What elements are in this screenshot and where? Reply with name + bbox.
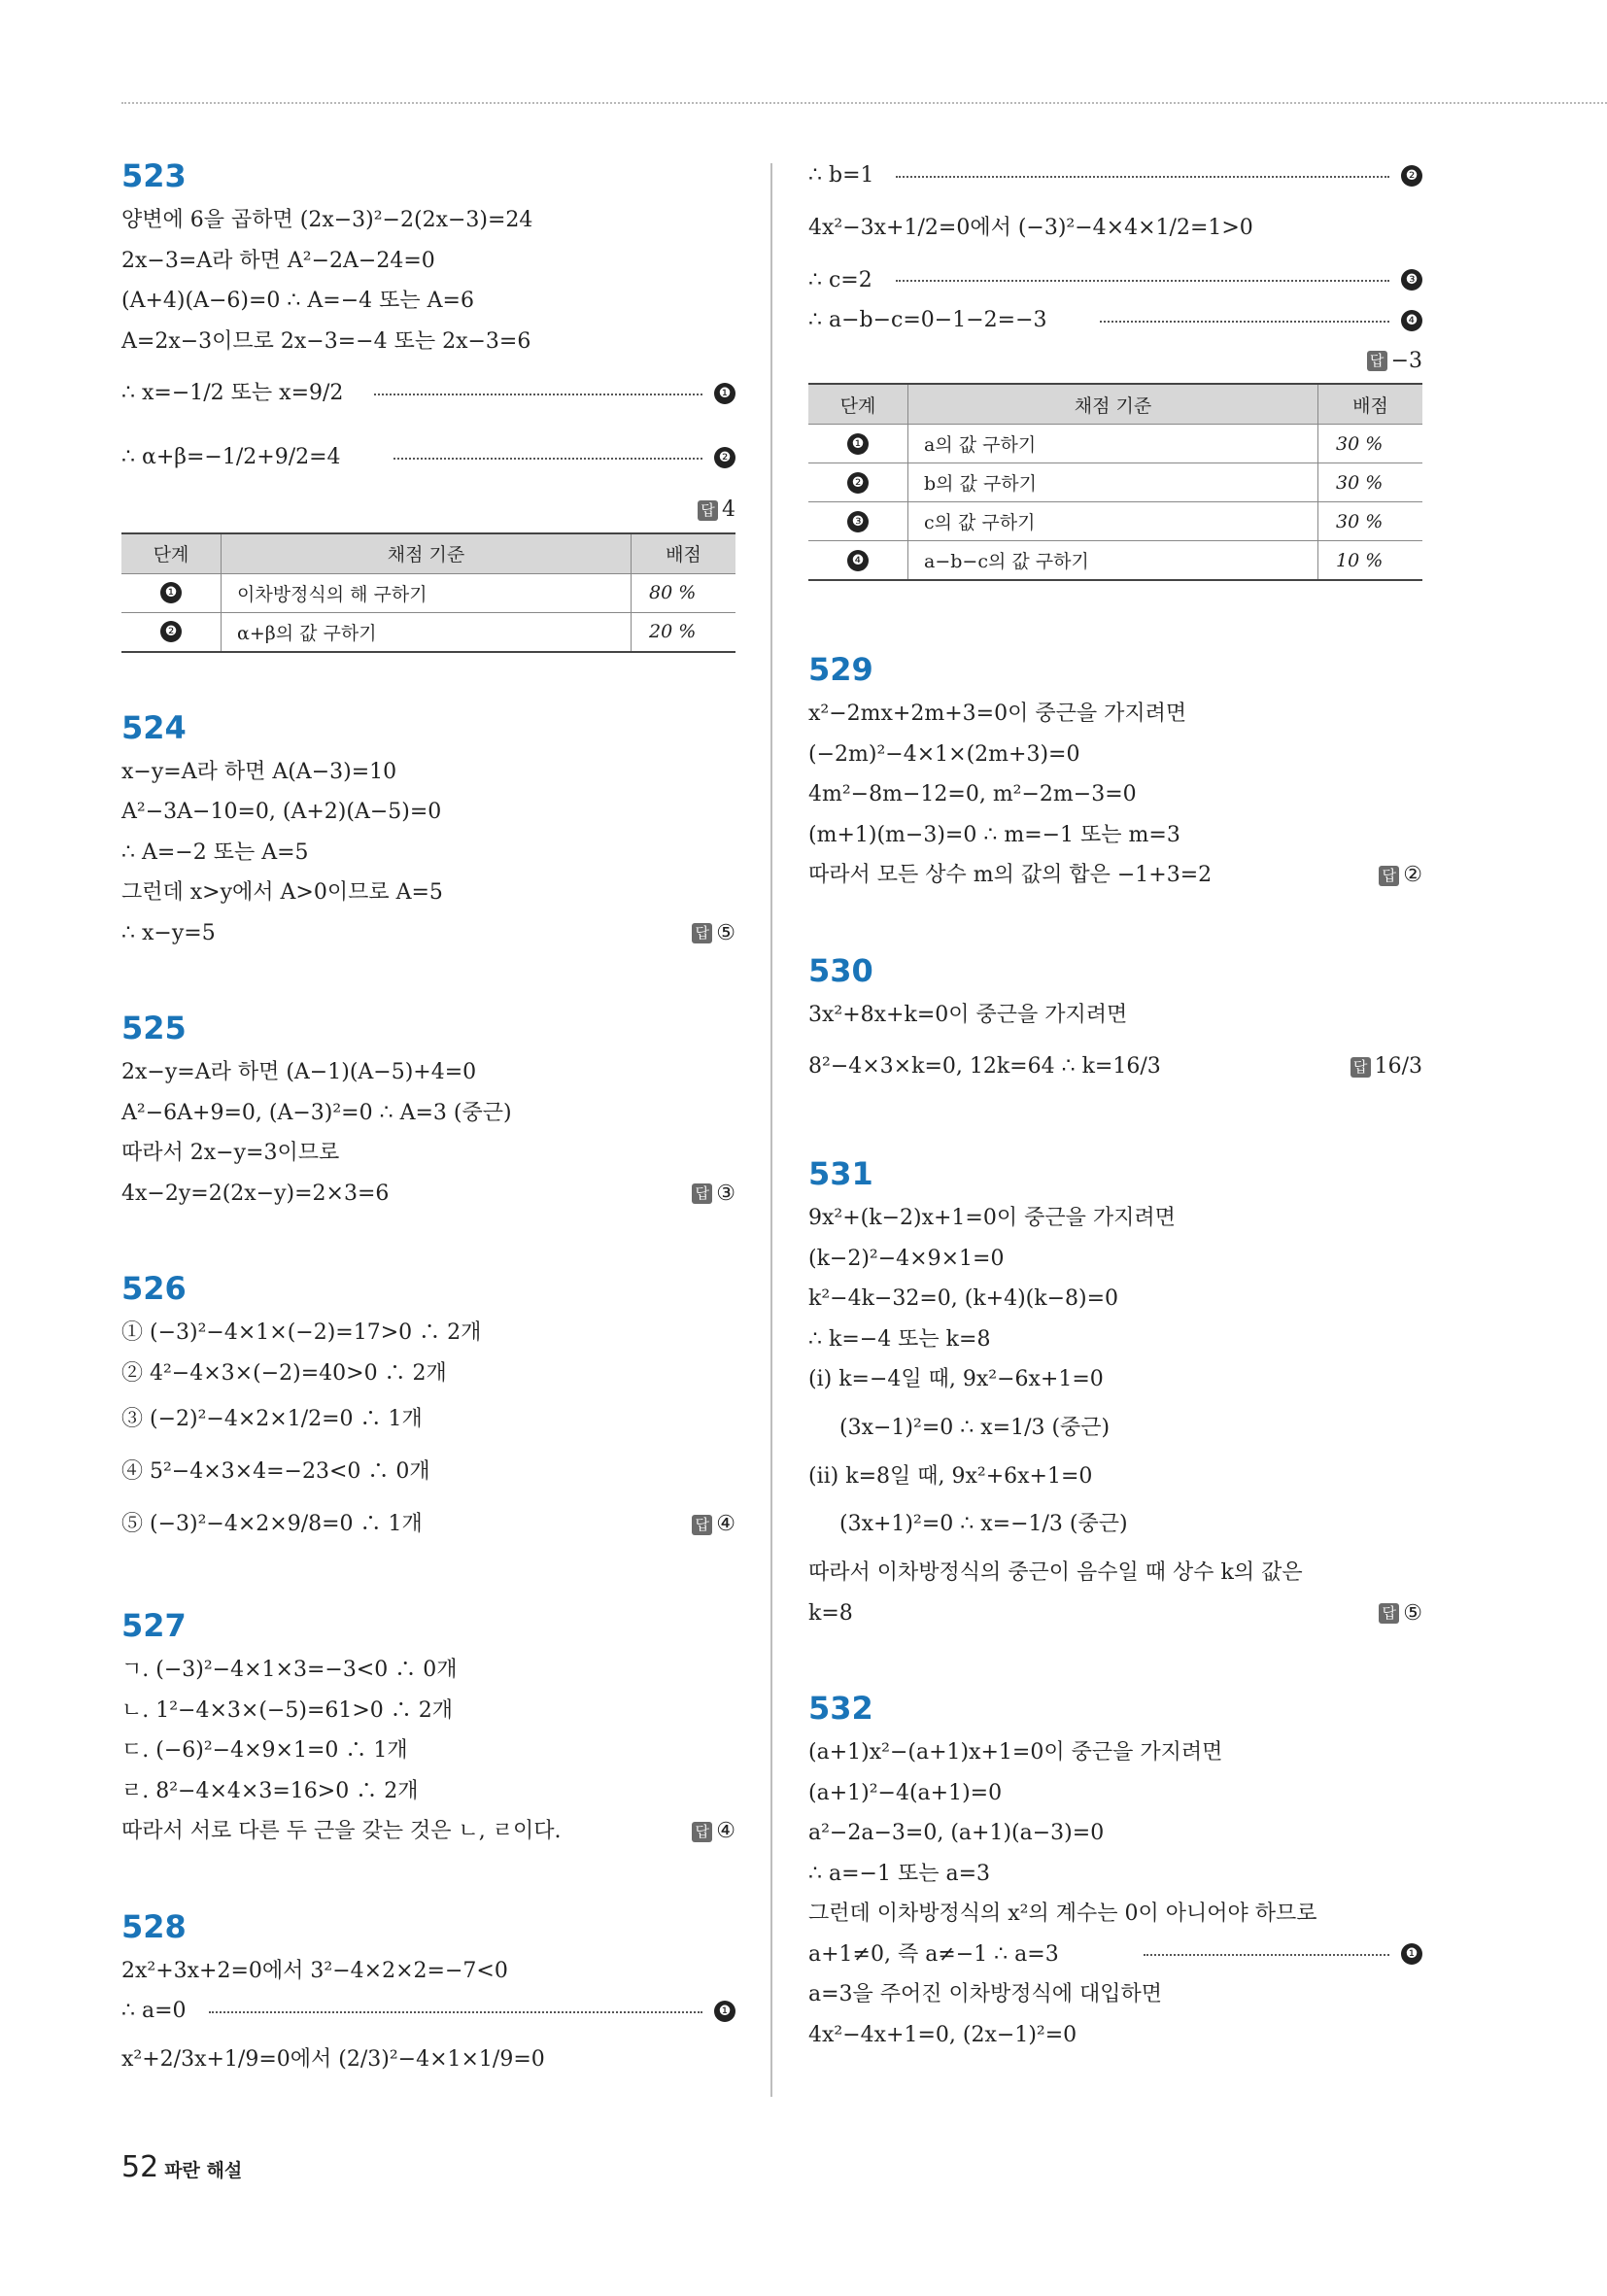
solution-line: (a+1)x²−(a+1)x+1=0이 중근을 가지려면 [808,1740,1223,1765]
problem-531 [808,1153,1422,1633]
problem-number: 528 [121,1907,187,1945]
solution-line: ∴ a=−1 또는 a=3 [808,1861,991,1886]
solution-line: 따라서 이차방정식의 중근이 음수일 때 상수 k의 값은 [808,1560,1303,1585]
answer-value: ⑤ [716,920,735,945]
solution-line-step [121,426,735,490]
solution-line: (3x+1)²=0 ∴ x=−1/3 (중근) [839,1512,1128,1536]
answer-badge: 답 [1379,866,1399,886]
solution-line: 그런데 이차방정식의 x²의 계수는 0이 아니어야 하므로 [808,1902,1317,1926]
answer [692,1811,735,1852]
solution-line: ② 4²−4×3×(−2)=40>0 ∴ 2개 [121,1360,447,1386]
solution-line: 4x²−4x+1=0, (2x−1)²=0 [808,2022,1077,2047]
solution-text: ∴ α+β=−1/2+9/2=4 [121,445,341,469]
problem-527 [121,1605,735,1852]
step-marker: ❸ [847,511,869,532]
solution-line-step [121,361,735,426]
solution-line-step [121,1991,735,2032]
solution-line: a=3을 주어진 이차방정식에 대입하면 [808,1982,1163,2006]
solution-text: ∴ a=0 [121,1999,187,2023]
solution-line: (ⅱ) k=8일 때, 9x²+6x+1=0 [808,1463,1093,1489]
criterion-cell: a의 값 구하기 [908,425,1318,463]
step-marker: ❹ [847,550,869,571]
step-marker: ❶ [160,582,182,603]
answer [692,1498,735,1551]
leader-dots [1100,321,1389,323]
solution-text: ∴ b=1 [808,163,874,188]
solution-line [121,913,735,954]
step-marker: ❸ [1401,269,1422,291]
solution-line [121,1174,735,1215]
solution-line: x²+2/3x+1/9=0에서 (2/3)²−4×1×1/9=0 [121,2046,545,2072]
page-footer [121,2150,242,2184]
solution-line-step [808,260,1422,301]
col-header: 채점 기준 [222,533,632,574]
spacer [121,953,735,1008]
solution-line: 2x²+3x+2=0에서 3²−4×2×2=−7<0 [121,1958,508,1983]
criterion-cell: a−b−c의 값 구하기 [908,541,1318,581]
solution-text: a+1≠0, 즉 a≠−1 ∴ a=3 [808,1941,1059,1967]
solution-line: ㄷ. (−6)²−4×9×1=0 ∴ 1개 [121,1738,408,1763]
answer-value: −3 [1390,348,1422,373]
spacer [121,1214,735,1268]
problem-528-part2 [808,155,1422,581]
right-column [808,155,1422,2055]
step-cell [121,612,222,652]
answer-line [121,490,735,531]
problem-528-part1 [121,1906,735,2088]
col-header: 배점 [1318,384,1423,425]
answer-line [808,341,1422,382]
solution-text: ⑤ (−3)²−4×2×9/8=0 ∴ 1개 [121,1512,423,1536]
leader-dots [1144,1954,1389,1956]
scoring-table-528 [808,383,1422,581]
answer-badge: 답 [1351,1057,1371,1078]
problem-530 [808,950,1422,1100]
col-header: 단계 [121,533,222,574]
problem-number: 529 [808,651,873,688]
solution-text: ∴ c=2 [808,267,872,292]
problem-524 [121,707,735,954]
answer-badge: 답 [1379,1603,1399,1624]
solution-text: 따라서 모든 상수 m의 값의 합은 −1+3=2 [808,863,1213,887]
step-marker: ❶ [714,383,735,404]
table-row [808,463,1422,502]
problem-523 [121,155,735,653]
answer [692,913,735,954]
answer-value: 16/3 [1374,1054,1422,1079]
answer-badge: 답 [692,1822,712,1842]
spacer [808,1633,1422,1688]
solution-line: 4x²−3x+1/2=0에서 (−3)²−4×4×1/2=1>0 [808,215,1253,240]
leader-dots [393,458,702,460]
answer-badge: 답 [692,1183,712,1204]
column-divider [770,163,772,2097]
solution-line: 2x−3=A라 하면 A²−2A−24=0 [121,248,435,273]
answer-value: ② [1403,863,1422,887]
footer-label: 파란 해설 [164,2160,243,2181]
leader-dots [896,176,1389,178]
answer-value: ④ [716,1512,735,1536]
spacer [121,653,735,707]
spacer [808,1099,1422,1153]
problem-number: 523 [121,157,187,194]
answer-badge: 답 [692,923,712,943]
solution-line: 그런데 x>y에서 A>0이므로 A=5 [121,880,443,905]
solution-line: 양변에 6을 곱하면 (2x−3)²−2(2x−3)=24 [121,208,533,232]
solution-line: A²−6A+9=0, (A−3)²=0 ∴ A=3 (중근) [121,1100,512,1125]
solution-line: (ⅰ) k=−4일 때, 9x²−6x+1=0 [808,1367,1104,1391]
solution-line: k²−4k−32=0, (k+4)(k−8)=0 [808,1286,1119,1311]
step-marker: ❹ [1401,310,1422,331]
solution-line-step [808,1935,1422,1975]
answer [1379,1593,1422,1634]
solution-line: A=2x−3이므로 2x−3=−4 또는 2x−3=6 [121,328,531,354]
solution-line: A²−3A−10=0, (A+2)(A−5)=0 [121,800,442,824]
step-marker: ❶ [847,433,869,455]
solution-line: (3x−1)²=0 ∴ x=1/3 (중근) [839,1415,1111,1440]
top-dotted-rule [121,102,1607,104]
answer-value: ④ [716,1819,735,1843]
criterion-cell: c의 값 구하기 [908,502,1318,541]
leader-dots [374,394,702,395]
solution-line: ③ (−2)²−4×2×1/2=0 ∴ 1개 [121,1407,423,1431]
table-row [808,425,1422,463]
col-header: 단계 [808,384,908,425]
solution-line [121,1498,735,1551]
solution-line: a²−2a−3=0, (a+1)(a−3)=0 [808,1821,1105,1845]
spacer [121,1852,735,1906]
step-marker: ❷ [160,621,182,642]
page-number: 52 [121,2150,159,2184]
answer-value: 4 [722,497,735,522]
solution-text: ∴ x−y=5 [121,920,216,945]
solution-line [121,1811,735,1852]
step-marker: ❶ [1401,1943,1422,1965]
answer-value: ⑤ [1403,1600,1422,1626]
solution-line: 따라서 2x−y=3이므로 [121,1141,340,1165]
solution-line: (k−2)²−4×9×1=0 [808,1246,1005,1271]
table-row [808,541,1422,581]
problem-number: 532 [808,1690,873,1727]
step-marker: ❷ [847,472,869,494]
spacer [808,896,1422,950]
solution-line [808,1035,1422,1099]
spacer [121,1551,735,1605]
solution-line: ④ 5²−4×3×4=−23<0 ∴ 0개 [121,1459,430,1484]
solution-line: ㄹ. 8²−4×4×3=16>0 ∴ 2개 [121,1778,419,1803]
score-cell: 30 % [1318,502,1423,541]
problem-532 [808,1688,1422,2055]
problem-525 [121,1008,735,1214]
step-marker: ❷ [714,447,735,468]
solution-line: x²−2mx+2m+3=0이 중근을 가지려면 [808,702,1187,726]
answer [692,1174,735,1215]
scoring-table-523 [121,532,735,653]
solution-line: (A+4)(A−6)=0 ∴ A=−4 또는 A=6 [121,289,474,313]
solution-line: (a+1)²−4(a+1)=0 [808,1780,1003,1805]
col-header: 채점 기준 [908,384,1318,425]
score-cell: 30 % [1318,463,1423,502]
answer [1351,1035,1422,1099]
problem-526 [121,1268,735,1551]
solution-line: 9x²+(k−2)x+1=0이 중근을 가지려면 [808,1206,1176,1230]
score-cell: 30 % [1318,425,1423,463]
problem-number: 526 [121,1270,187,1307]
solution-line-step [808,155,1422,196]
solution-line: 3x²+8x+k=0이 중근을 가지려면 [808,1002,1128,1027]
solution-line: 2x−y=A라 하면 (A−1)(A−5)+4=0 [121,1060,477,1084]
solution-line [808,1593,1422,1634]
problem-number: 527 [121,1607,187,1644]
solution-line: ㄴ. 1²−4×3×(−5)=61>0 ∴ 2개 [121,1697,454,1723]
step-cell [121,573,222,612]
problem-number: 524 [121,708,187,746]
answer-value: ③ [716,1181,735,1206]
criterion-cell: b의 값 구하기 [908,463,1318,502]
spacer [808,581,1422,649]
table-row [121,573,735,612]
answer-badge: 답 [1367,351,1387,371]
table-row [808,502,1422,541]
problem-number: 530 [808,951,873,989]
solution-line: (m+1)(m−3)=0 ∴ m=−1 또는 m=3 [808,822,1180,847]
leader-dots [896,280,1389,282]
solution-line: ㄱ. (−3)²−4×1×3=−3<0 ∴ 0개 [121,1658,458,1682]
answer [1379,855,1422,896]
solution-text: ∴ x=−1/2 또는 x=9/2 [121,381,344,405]
solution-line: (−2m)²−4×1×(2m+3)=0 [808,741,1080,767]
col-header: 배점 [632,533,736,574]
step-marker: ❶ [714,2001,735,2022]
solution-line-step [808,300,1422,341]
problem-number: 525 [121,1010,187,1046]
solution-line: x−y=A라 하면 A(A−3)=10 [121,759,397,784]
solution-text: 8²−4×3×k=0, 12k=64 ∴ k=16/3 [808,1054,1161,1079]
step-cell [808,425,908,463]
score-cell: 10 % [1318,541,1423,581]
solution-text: k=8 [808,1600,853,1626]
step-cell [808,541,908,581]
answer-badge: 답 [692,1515,712,1535]
step-cell [808,463,908,502]
step-marker: ❷ [1401,165,1422,187]
solution-line [808,855,1422,896]
score-cell: 20 % [632,612,736,652]
solution-text: 4x−2y=2(2x−y)=2×3=6 [121,1181,390,1206]
solution-line: 4m²−8m−12=0, m²−2m−3=0 [808,782,1137,806]
criterion-cell: α+β의 값 구하기 [222,612,632,652]
criterion-cell: 이차방정식의 해 구하기 [222,573,632,612]
table-row [121,612,735,652]
problem-number: 531 [808,1155,873,1192]
problem-529 [808,649,1422,896]
step-cell [808,502,908,541]
left-column [121,155,735,2088]
solution-line: ∴ k=−4 또는 k=8 [808,1326,991,1352]
answer-badge: 답 [698,500,718,521]
solution-text: 따라서 서로 다른 두 근을 갖는 것은 ㄴ, ㄹ이다. [121,1819,562,1843]
leader-dots [209,2011,702,2013]
score-cell: 80 % [632,573,736,612]
solution-text: ∴ a−b−c=0−1−2=−3 [808,308,1047,332]
solution-line: ∴ A=−2 또는 A=5 [121,840,309,865]
solution-line: ① (−3)²−4×1×(−2)=17>0 ∴ 2개 [121,1320,482,1345]
